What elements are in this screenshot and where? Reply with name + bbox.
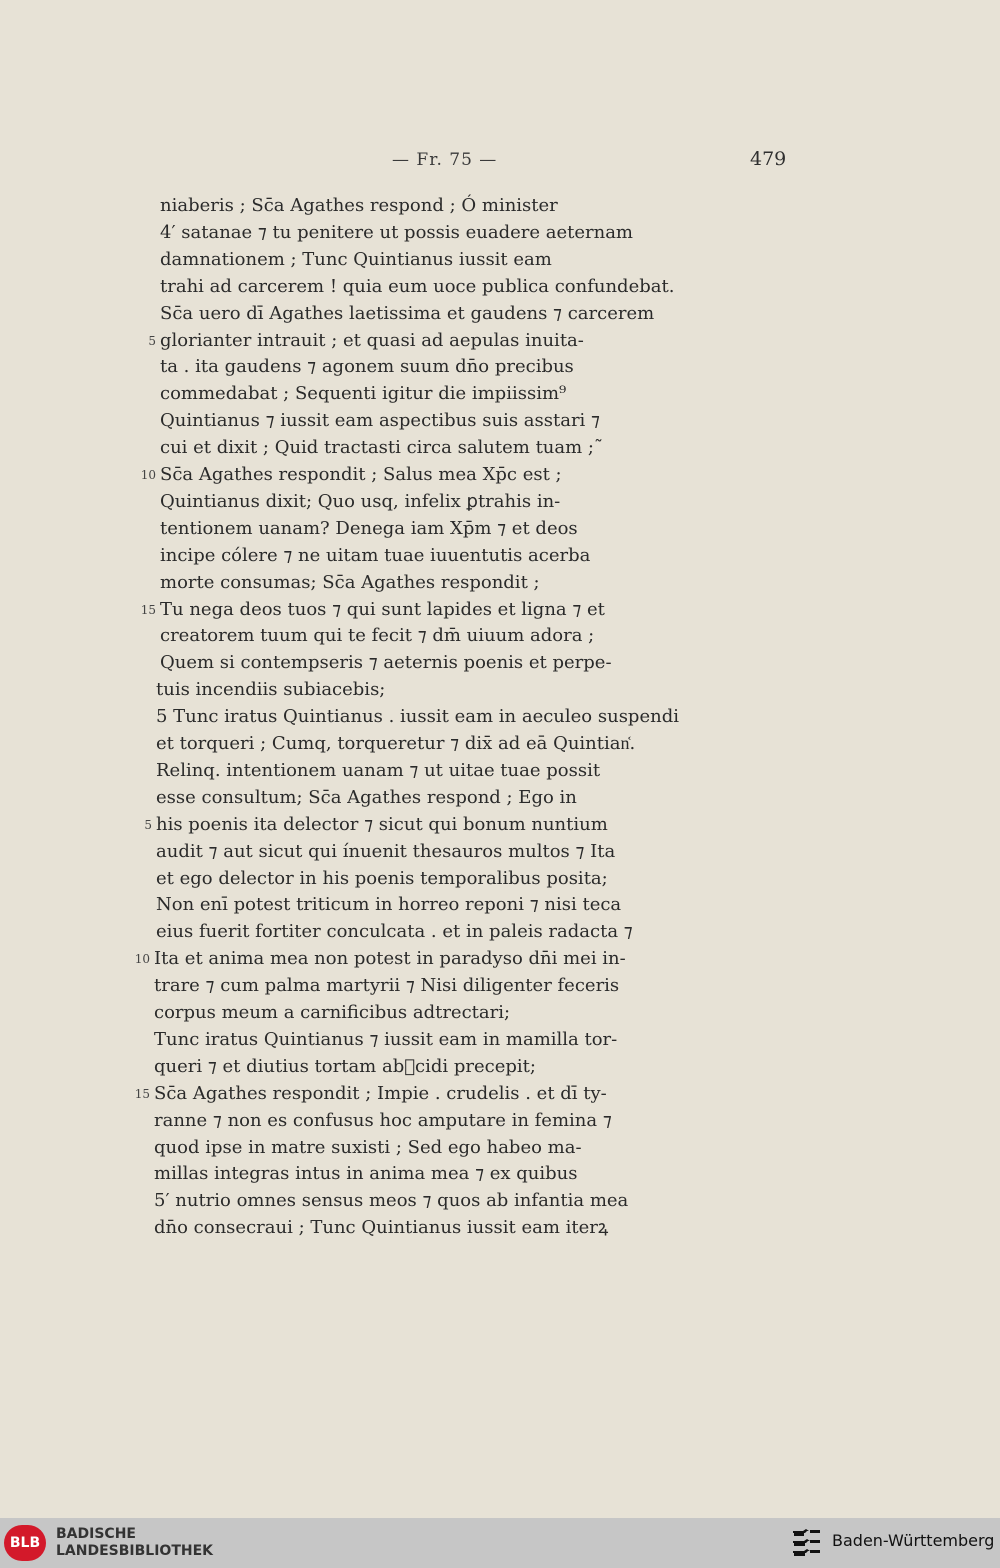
text-line — [154, 1053, 754, 1080]
line-text: trahi ad carcerem ! quia eum uoce publica confundebat. — [160, 275, 675, 297]
line-text: quod ipse in matre suxisti ; Sed ego habeo ma- — [154, 1136, 582, 1158]
line-text: Sc̄a Agathes respondit ; Impie . crudelis . et dī ty- — [154, 1082, 607, 1104]
line-text: Quintianus ⁊ iussit eam aspectibus suis asstari ⁊ — [160, 410, 600, 432]
line-text: creatorem tuum qui te fecit ⁊ dm̄ uiuum adora ; — [160, 625, 595, 647]
text-line — [160, 515, 760, 542]
lions-crest-icon — [790, 1526, 824, 1560]
library-name — [56, 1526, 213, 1560]
text-line — [148, 327, 760, 354]
blb-logo[interactable]: BLB — [4, 1525, 46, 1561]
line-number: 5 — [148, 333, 156, 348]
text-line — [154, 1160, 754, 1187]
footer-bar — [0, 1518, 1000, 1568]
text-line — [160, 649, 760, 676]
text-line — [156, 918, 756, 945]
line-text: Quem si contempseris ⁊ aeternis poenis et perpe- — [160, 652, 612, 674]
text-line — [160, 434, 760, 461]
line-text: Sc̄a uero dī Agathes laetissima et gaudens ⁊ carcerem — [160, 302, 655, 324]
text-line — [160, 622, 760, 649]
line-text: 4′ satanae ⁊ tu penitere ut possis euadere aeternam — [160, 221, 633, 243]
text-line — [160, 353, 760, 380]
text-line — [156, 676, 756, 703]
line-text: queri ⁊ et diutius tortam abᷤcidi precepit; — [154, 1055, 536, 1077]
line-text: corpus meum a carnificibus adtrectari; — [154, 1002, 511, 1023]
line-text: tuis incendiis subiacebis; — [156, 679, 386, 701]
line-text: dn̄o consecraui ; Tunc Quintianus iussit eam iterꝝ — [154, 1217, 609, 1239]
text-line — [160, 407, 760, 434]
library-name-line2: LANDESBIBLIOTHEK — [56, 1543, 214, 1559]
text-line — [160, 273, 760, 300]
line-text: tentionem uanam? Denega iam Xp̄m ⁊ et deos — [160, 517, 578, 539]
line-text: 5′ nutrio omnes sensus meos ⁊ quos ab infantia mea — [154, 1190, 629, 1212]
text-line — [154, 1134, 754, 1161]
line-text: glorianter intrauit ; et quasi ad aepulas inuita- — [160, 329, 584, 351]
line-text: morte consumas; Sc̄a Agathes respondit ; — [160, 571, 540, 593]
line-text: ranne ⁊ non es confusus hoc amputare in femina ⁊ — [154, 1109, 612, 1131]
line-text: Quintianus dixit; Quo usq, infelix ꝑtrahis in- — [160, 490, 561, 512]
text-line — [160, 380, 760, 407]
text-line — [160, 569, 760, 596]
running-head — [0, 150, 1000, 174]
text-line — [156, 784, 756, 811]
line-text: niaberis ; Sc̄a Agathes respond ; Ó minister — [160, 195, 558, 216]
line-text: Sc̄a Agathes respondit ; Salus mea Xp̄c est ; — [160, 464, 562, 485]
text-line — [156, 838, 756, 865]
text-line — [156, 703, 756, 730]
line-number: 15 — [134, 1086, 150, 1101]
line-number: 10 — [134, 952, 150, 967]
line-text: esse consultum; Sc̄a Agathes respond ; Ego in — [156, 786, 577, 808]
text-line — [160, 246, 760, 273]
line-number: 5 — [144, 817, 152, 832]
state-label[interactable]: Baden-Württemberg — [832, 1531, 995, 1550]
line-text: his poenis ita delector ⁊ sicut qui bonum nuntium — [156, 813, 608, 835]
line-text: damnationem ; Tunc Quintianus iussit eam — [160, 248, 552, 270]
line-text: ta . ita gaudens ⁊ agonem suum dn̄o precibus — [160, 356, 574, 378]
line-text: 5 Tunc iratus Quintianus . iussit eam in aeculeo suspendi — [156, 706, 679, 728]
line-number: 10 — [140, 468, 156, 482]
text-line — [154, 1026, 754, 1053]
line-text: cui et dixit ; Quid tractasti circa salutem tuam ;˜ — [160, 437, 603, 459]
line-text: audit ⁊ aut sicut qui ínuenit thesauros multos ⁊ Ita — [156, 840, 616, 862]
line-text: Ita et anima mea non potest in paradyso dn̄i mei in- — [154, 948, 626, 970]
text-line — [160, 300, 760, 327]
line-text: eius fuerit fortiter conculcata . et in paleis radacta ⁊ — [156, 921, 633, 943]
line-text: Tunc iratus Quintianus ⁊ iussit eam in mamilla tor- — [154, 1028, 618, 1050]
line-text: et torqueri ; Cumq, torqueretur ⁊ dix̄ ad eā Quintian᷾. — [156, 733, 636, 754]
line-text: trare ⁊ cum palma martyrii ⁊ Nisi diligenter feceris — [154, 975, 620, 997]
library-name-line1: BADISCHE — [56, 1526, 136, 1542]
line-number: 15 — [140, 602, 156, 617]
text-line — [154, 972, 754, 999]
text-line — [160, 542, 760, 569]
text-line — [154, 999, 754, 1026]
line-text: incipe cólere ⁊ ne uitam tuae iuuentutis acerba — [160, 544, 591, 566]
text-line — [144, 811, 756, 838]
text-line — [156, 757, 756, 784]
section-label: — Fr. 75 — — [392, 150, 498, 170]
text-line — [140, 461, 760, 488]
line-text: millas integras intus in anima mea ⁊ ex quibus — [154, 1163, 578, 1185]
text-line — [160, 488, 760, 515]
line-text: Relinq. intentionem uanam ⁊ ut uitae tuae possit — [156, 759, 601, 781]
text-line — [156, 865, 756, 892]
text-line — [160, 219, 760, 246]
text-line — [134, 945, 754, 972]
line-text: Tu nega deos tuos ⁊ qui sunt lapides et ligna ⁊ et — [160, 598, 605, 620]
text-line — [154, 1187, 754, 1214]
text-line — [156, 891, 756, 918]
text-line — [140, 596, 760, 623]
line-text: et ego delector in his poenis temporalibus posita; — [156, 867, 608, 889]
text-line — [156, 730, 756, 757]
line-text: Non enī potest triticum in horreo reponi ⁊ nisi teca — [156, 894, 622, 916]
text-line — [154, 1214, 754, 1241]
page-number: 479 — [750, 148, 787, 170]
text-line — [134, 1080, 754, 1107]
line-text: commedabat ; Sequenti igitur die impiissim⁹ — [160, 383, 567, 405]
text-line — [154, 1107, 754, 1134]
text-line — [160, 192, 760, 219]
